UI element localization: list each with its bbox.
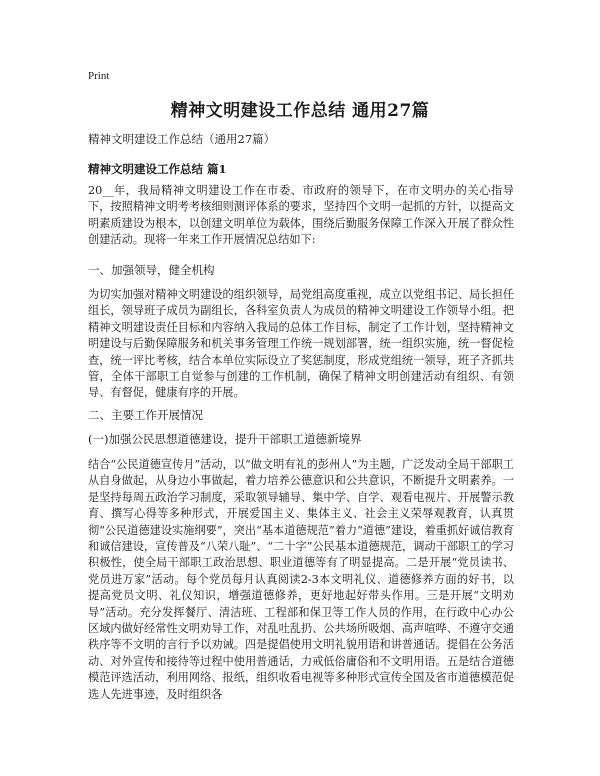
paragraph-moral-construction: 结合“公民道德宣传月”活动，以“做文明有礼的彭州人”为主题，广泛发动全局干部职工从自身做起，从身边小事做起，着力培养公德意识和公共意识，不断提升文明素养。一是坚持每周五政治学习制度，采取领导辅导、集中学、自学、观看电视片、开展警示教育、撰写心得等多种形式，开展爱国主义、集体主义、社会主义荣辱观教育，认真贯彻“公民道德建设实施纲要”，突出“基本道德规范”着力“道德”建设，着重抓好诚信教育和诚信建设，宣传普及“八荣八耻”、“二十字”公民基本道德规范，调动干部职工的学习积极性，使全局干部职工政治思想、职业道德等有了明显提高。二是开展“党员读书、党员进万家”活动。每个党员每月认真阅读2-3本文明礼仪、道德修养方面的好书，以提高党员文明、礼仪知识，增强道德修养，更好地起好带头作用。三是开展“文明劝导”活动。充分发挥餐厅、清洁班、工程部和保卫等工作人员的作用，在行政中心办公区域内做好经常性文明劝导工作，对乱吐乱扔、公共场所吸烟、高声喧哗、不遵守交通秩序等不文明的言行予以劝诫。四是提倡使用文明礼貌用语和讲普通话。提倡在公务活动、对外宣传和接待等过程中使用普通话，力戒低俗庸俗和不文明用语。五是结合道德模范评选活动，利用网络、报纸，组织收看电视等多种形式宣传全国及省市道德模范促选人先进事迹，及时组织各	[88, 458, 514, 701]
heading-main-work: 二、主要工作开展情况	[88, 408, 203, 422]
paragraph-leadership: 为切实加强对精神文明建设的组织领导，局党组高度重视，成立以党组书记、局长担任组长，领导班子成员为副组长，各科室负责人为成员的精神文明建设工作领导小组。把精神文明建设责任目标和内容纳入我局的总体工作目标，制定了工作计划，坚持精神文明建设与后勤保障服务和机关事务管理工作统一规划部署，统一组织实施，统一督促检查，统一评比考核，结合本单位实际设立了奖惩制度，形成党组统一领导，班子齐抓共管，全体干部职工自觉参与创建的工作机制，确保了精神文明创建活动有组织、有领导、有督促，健康有序的开展。	[88, 288, 514, 400]
document-subtitle: 精神文明建设工作总结（通用27篇）	[88, 132, 276, 146]
paragraph-intro: 20__年，我局精神文明建设工作在市委、市政府的领导下，在市文明办的关心指导下，按照精神文明考考核细则测评体系的要求，坚持四个文明一起抓的方针，以提高文明素质建设为根本，以创建文明单位为载体，围绕后勤服务保障工作深入开展了群众性创建活动。现将一年来工作开展情况总结如下:	[88, 184, 514, 247]
document-title: 精神文明建设工作总结 通用27篇	[170, 101, 430, 121]
print-label: Print	[88, 70, 110, 82]
heading-leadership: 一、加强领导，健全机构	[88, 263, 215, 277]
section-heading: 精神文明建设工作总结 篇1	[88, 162, 227, 176]
heading-moral-construction: (一)加强公民思想道德建设，提升干部职工道德新境界	[88, 432, 362, 446]
